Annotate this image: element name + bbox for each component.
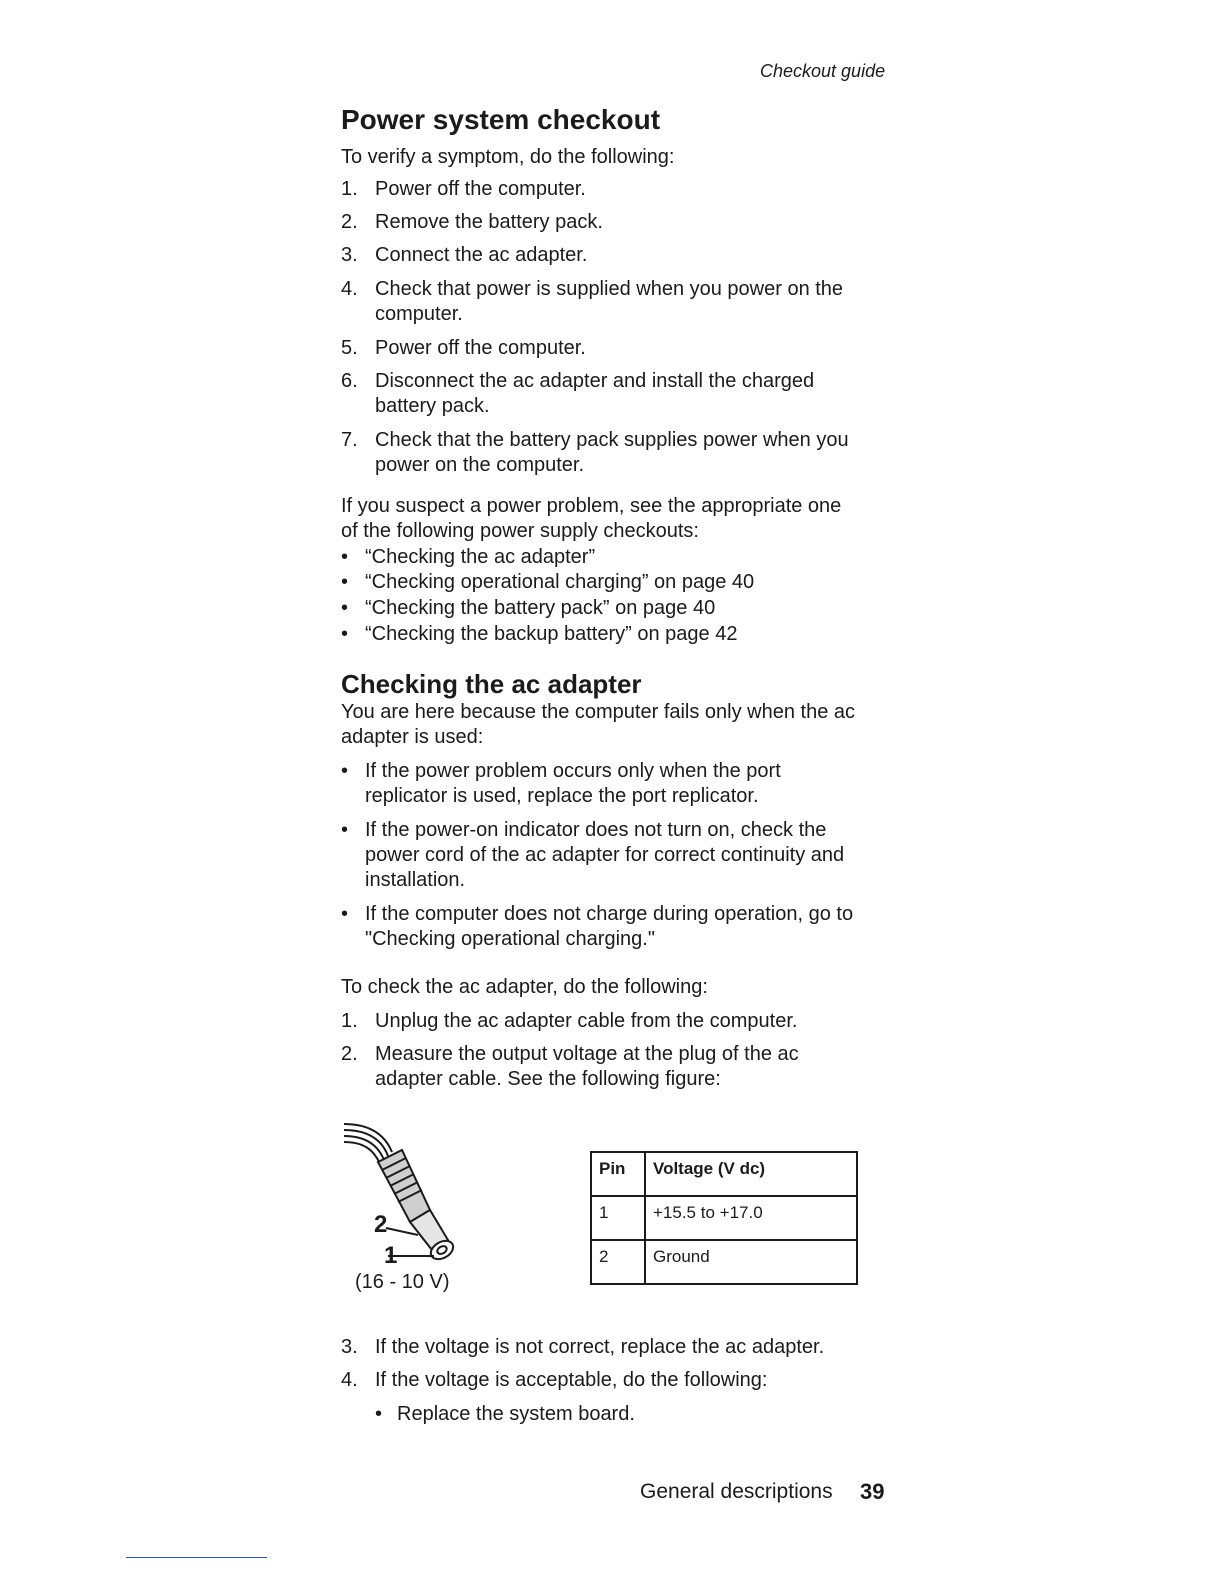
- footer-section-name: General descriptions: [640, 1480, 833, 1503]
- table-header-voltage: Voltage (V dc): [645, 1152, 857, 1196]
- figure-caption: (16 - 10 V): [355, 1271, 450, 1293]
- page-number: 39: [860, 1479, 885, 1504]
- paragraph-line: If you suspect a power problem, see the appropriate one: [341, 495, 842, 517]
- section-intro: To verify a symptom, do the following:: [341, 146, 675, 168]
- table-cell: +15.5 to +17.0: [645, 1196, 857, 1240]
- table-cell: 2: [591, 1240, 645, 1284]
- section-title-power-system-checkout: Power system checkout: [341, 104, 661, 135]
- ac-adapter-plug-illustration: [330, 1110, 480, 1275]
- table-header-row: [591, 1152, 857, 1196]
- table-row: [591, 1196, 857, 1240]
- section-title-checking-ac-adapter: Checking the ac adapter: [341, 669, 642, 699]
- table-header-pin: Pin: [591, 1152, 645, 1196]
- table-row: [591, 1240, 857, 1284]
- bottom-rule: [126, 1557, 267, 1558]
- running-header: Checkout guide: [760, 61, 886, 81]
- figure-label-pin-1: 1: [384, 1242, 398, 1269]
- paragraph-line: You are here because the computer fails only when the ac: [341, 701, 856, 723]
- table-cell: 1: [591, 1196, 645, 1240]
- table-cell: Ground: [645, 1240, 857, 1284]
- paragraph-line: To check the ac adapter, do the following:: [341, 976, 708, 998]
- pin-voltage-table: [590, 1151, 858, 1285]
- figure-label-pin-2: 2: [374, 1211, 388, 1238]
- paragraph-line: adapter is used:: [341, 726, 484, 748]
- paragraph-line: of the following power supply checkouts:: [341, 520, 699, 542]
